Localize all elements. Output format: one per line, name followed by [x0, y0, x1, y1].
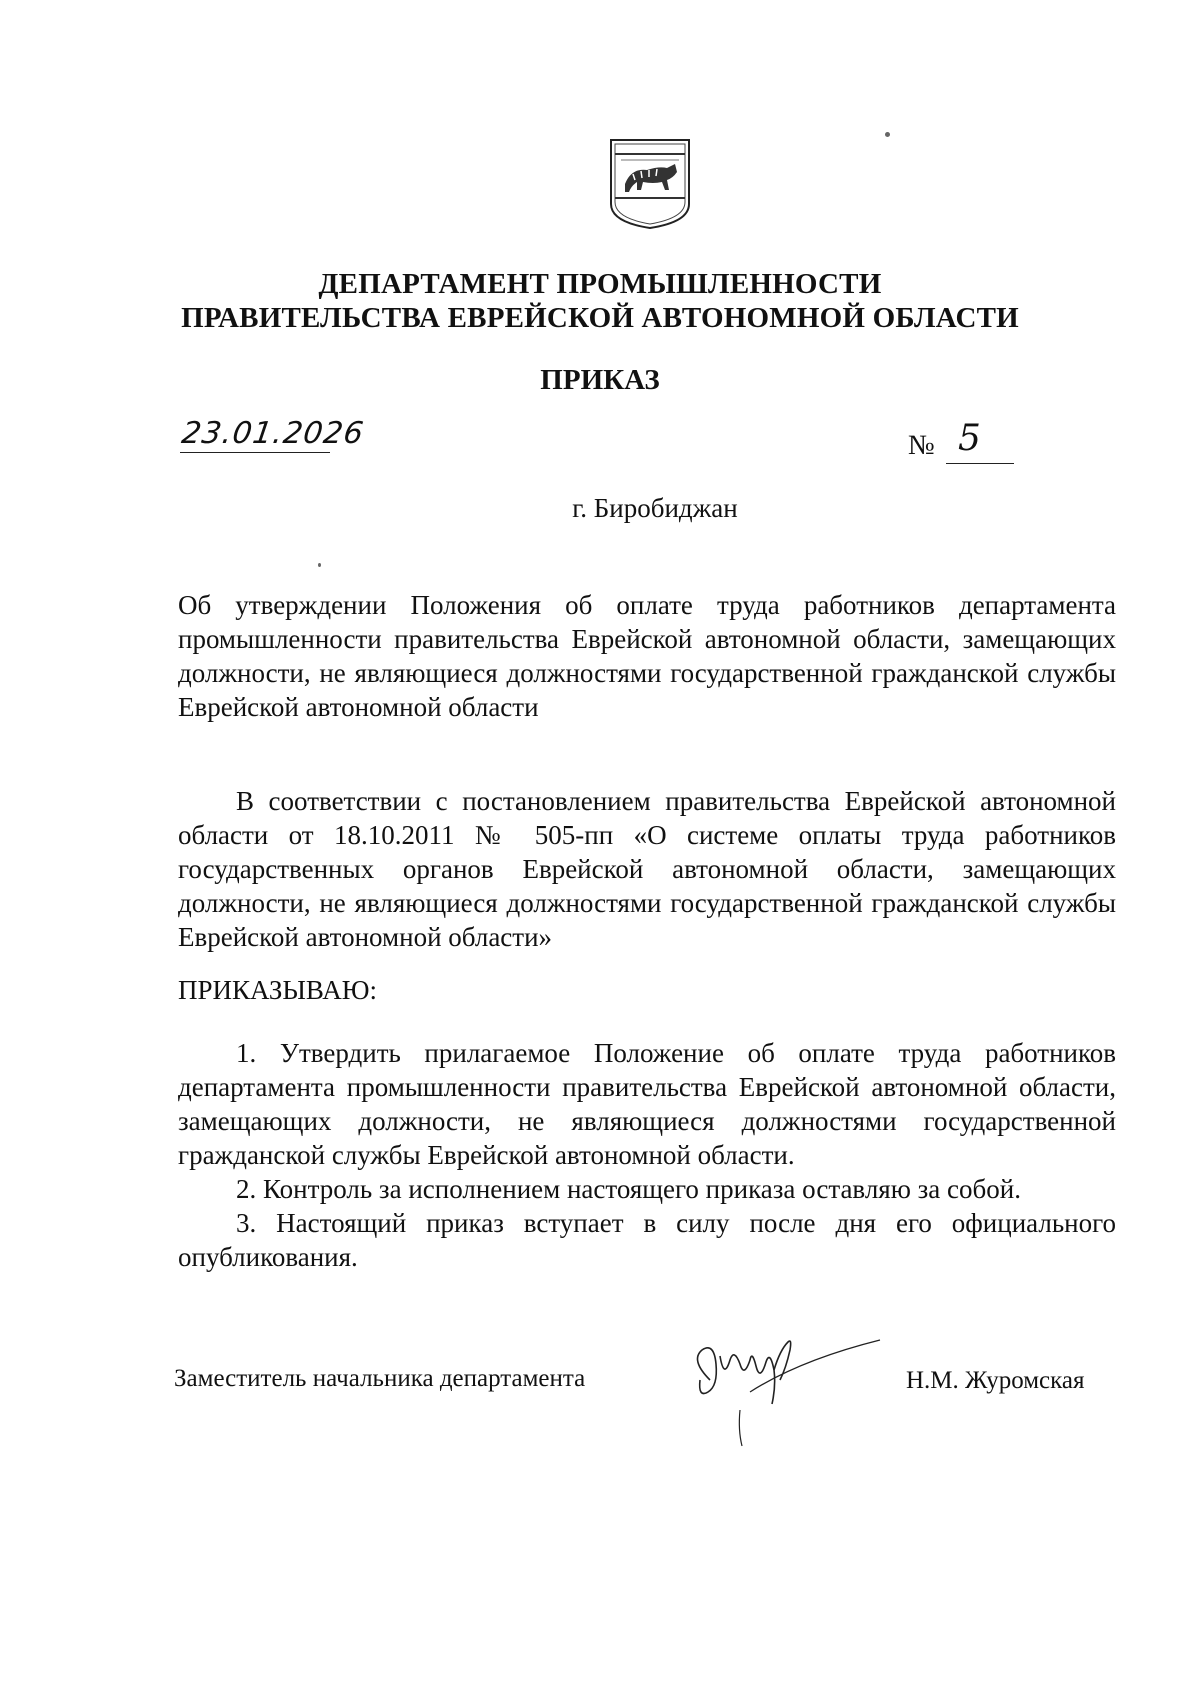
document-type-title: ПРИКАЗ: [540, 364, 660, 396]
handwritten-order-number: 5: [958, 418, 981, 459]
signatory-position: Заместитель начальника департамента: [174, 1365, 586, 1392]
handwritten-signature: [680, 1320, 910, 1450]
scan-speck: [318, 563, 321, 567]
scan-speck: [885, 132, 890, 137]
order-directive-word: ПРИКАЗЫВАЮ:: [178, 975, 377, 1005]
number-underline: [946, 463, 1014, 464]
date-underline: [180, 452, 330, 453]
signatory-name: Н.М. Журомская: [906, 1367, 1085, 1394]
department-name-line-1: ДЕПАРТАМЕНТ ПРОМЫШЛЕННОСТИ: [318, 268, 882, 300]
city-line: г. Биробиджан: [572, 493, 738, 523]
order-subject: Об утверждении Положения об оплате труда работников департамента промышленности правительства Еврейской автономной области, замещающих должности, не являющиеся должностями государственной гражданской службы Еврейской автономной области: [178, 590, 1116, 722]
order-item-1: 1. Утвердить прилагаемое Положение об оплате труда работников департамента промышленности правительства Еврейской автономной области, замещающих должности, не являющиеся должностями государственной гражданской службы Еврейской автономной области.: [178, 1038, 1116, 1170]
legal-basis-paragraph: В соответствии с постановлением правительства Еврейской автономной области от 18.10.2011 № 505-пп «О системе оплаты труда работников государственных органов Еврейской автономной области, замещающих должности, не являющиеся должностями государственной гражданской службы Еврейской автономной области»: [178, 786, 1116, 952]
coat-of-arms-emblem: [607, 138, 693, 230]
number-sign: №: [908, 430, 935, 461]
handwritten-date: 23.01.2026: [179, 416, 367, 451]
department-name-line-2: ПРАВИТЕЛЬСТВА ЕВРЕЙСКОЙ АВТОНОМНОЙ ОБЛАСТИ: [181, 302, 1019, 334]
order-item-3: 3. Настоящий приказ вступает в силу после дня его официального опубликования.: [178, 1208, 1116, 1272]
order-item-2: 2. Контроль за исполнением настоящего приказа оставляю за собой.: [236, 1174, 1021, 1204]
order-items: [178, 1036, 1116, 1274]
